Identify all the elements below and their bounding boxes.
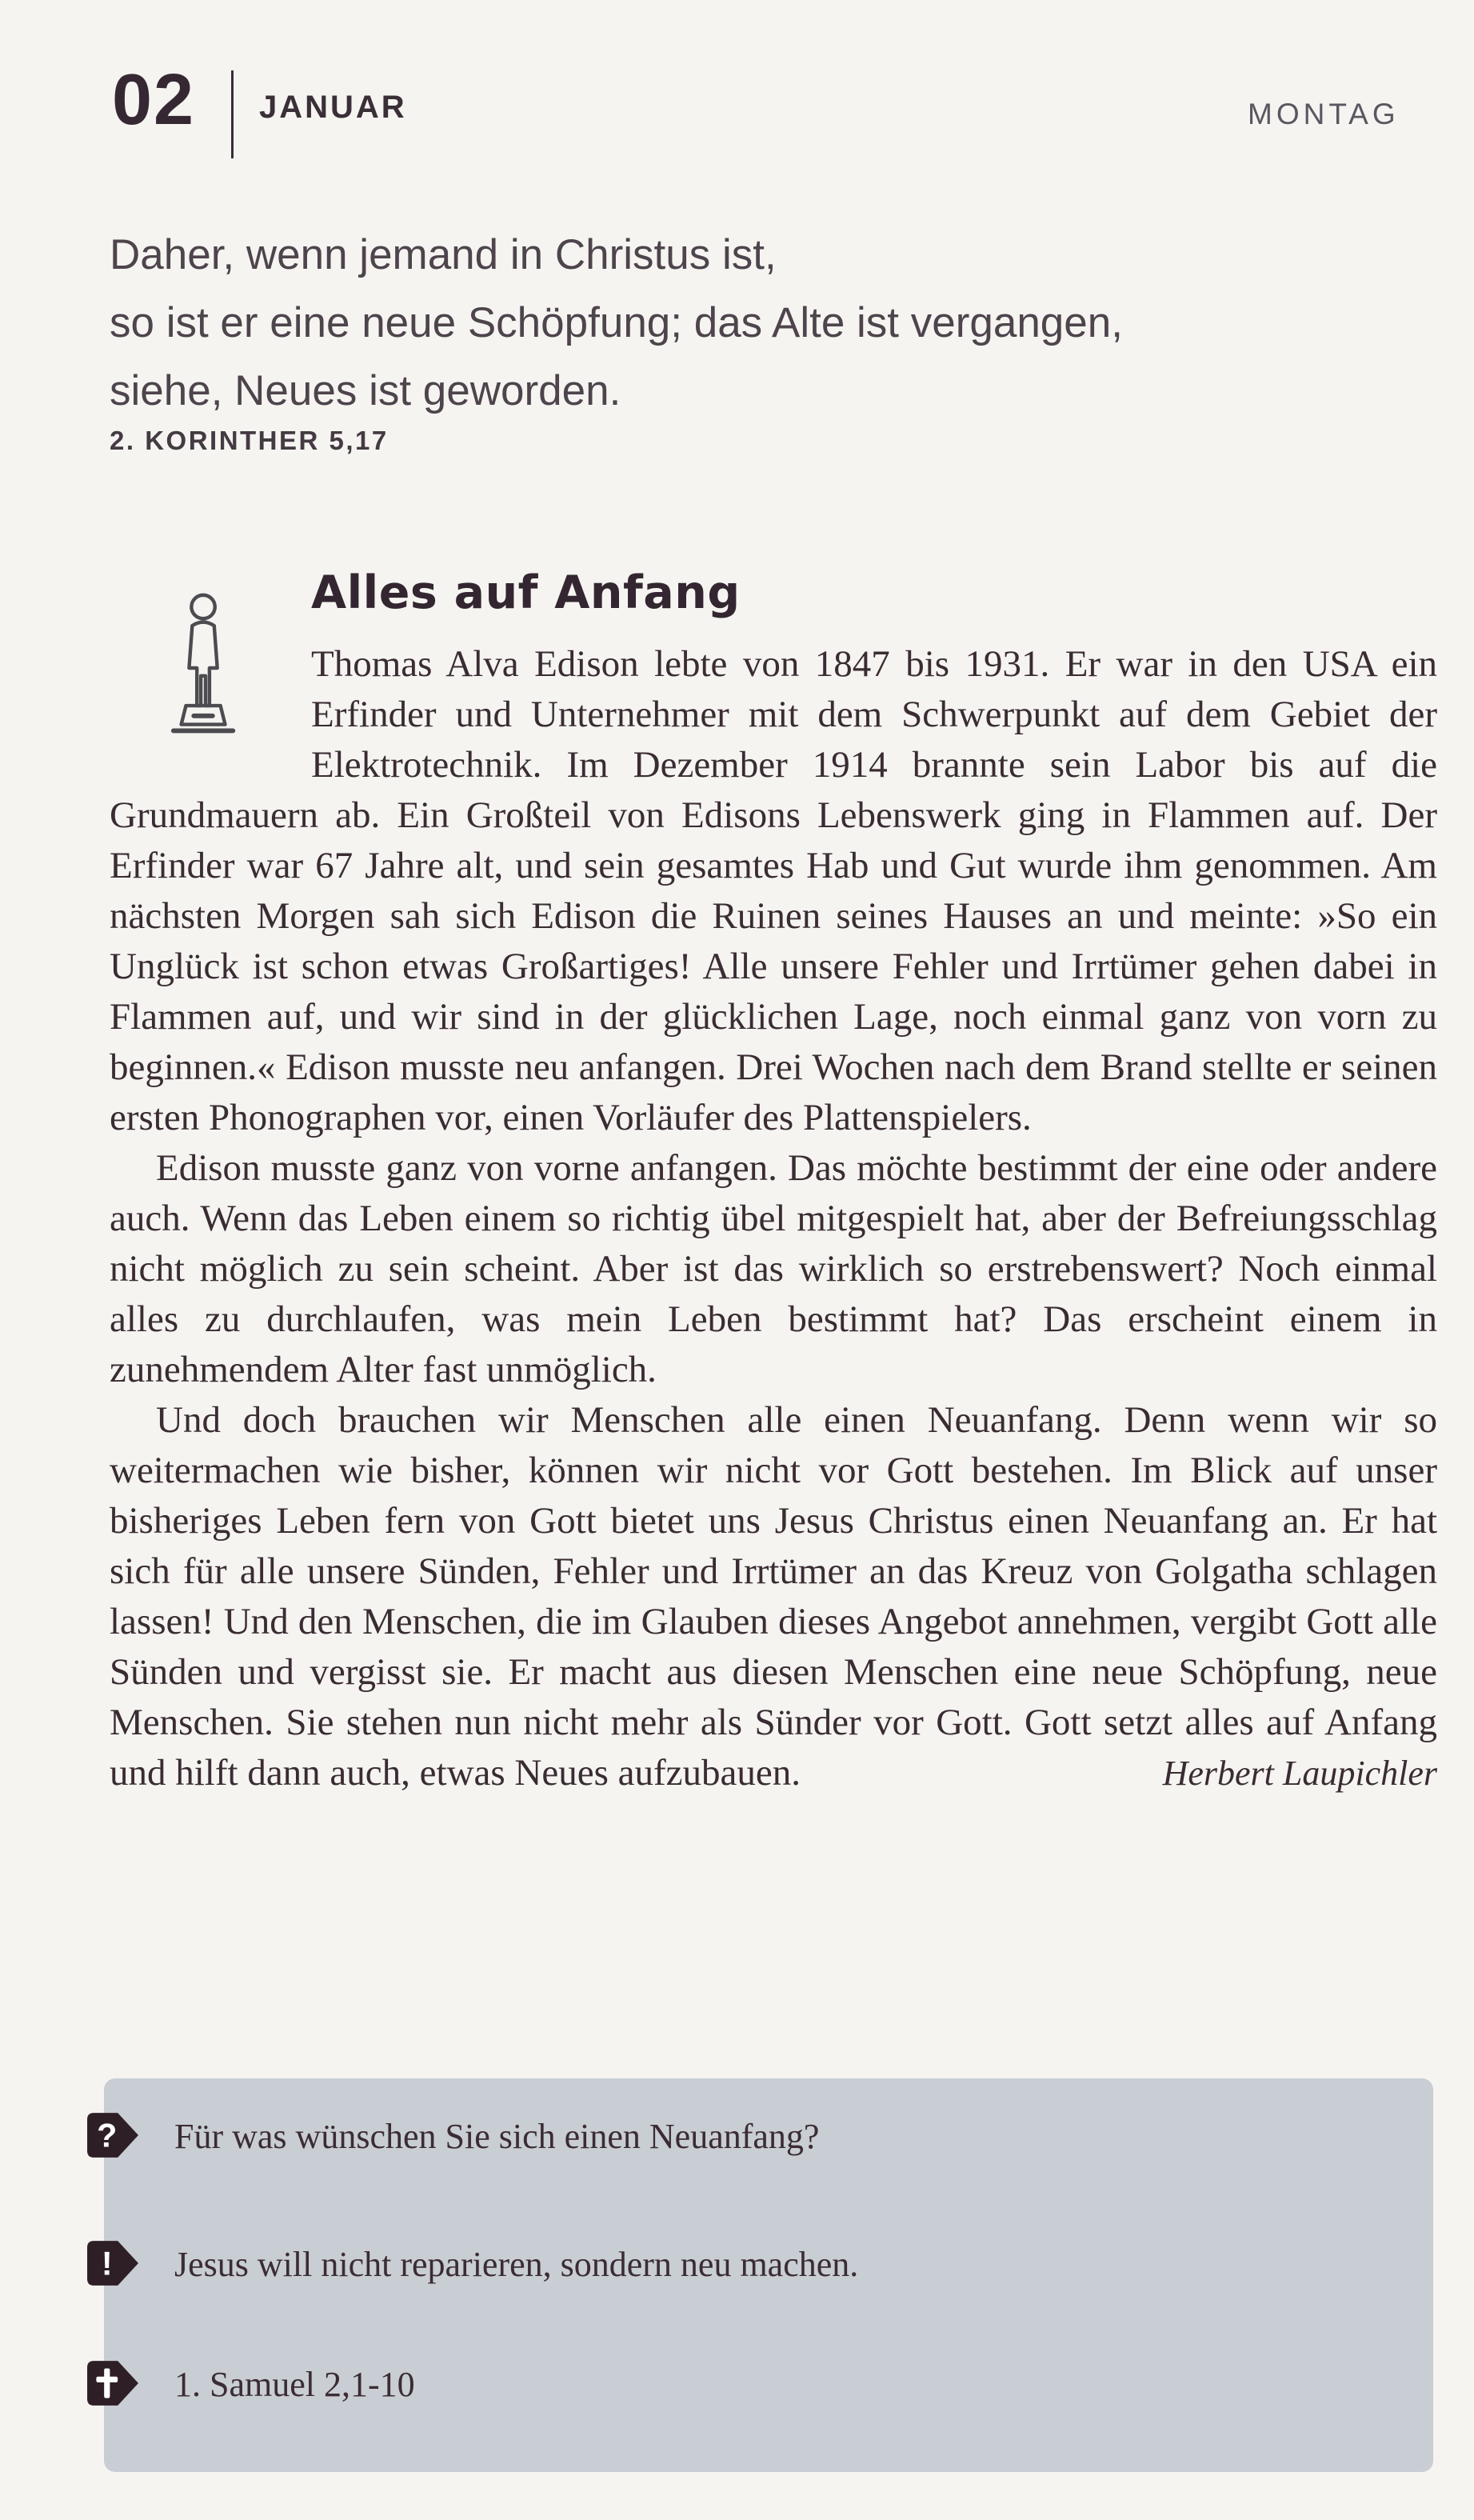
day-number: 02 <box>112 60 196 140</box>
article-title: Alles auf Anfang <box>311 566 741 619</box>
article-paragraph: Edison musste ganz von vorne anfangen. Das möchte bestimmt der eine oder andere auch. Wenn das Leben einem so richtig übel mitgespielt hat, aber der Befreiungsschlag nicht möglich zu sein scheint. Aber ist das wirklich so erstrebenswert? Noch einmal alles zu durchlaufen, was mein Leben bestimmt hat? Das erscheint einem in zunehmendem Alter fast unmöglich. <box>110 1147 1437 1390</box>
weekday-label: MONTAG <box>1248 98 1400 130</box>
exclamation-glyph: ! <box>101 2245 113 2282</box>
reading-text: 1. Samuel 2,1-10 <box>174 2365 415 2404</box>
verse-line: Daher, wenn jemand in Christus ist, <box>110 231 777 278</box>
verse-line: siehe, Neues ist geworden. <box>110 367 621 414</box>
statement-row <box>101 2240 859 2288</box>
verse-line: so ist er eine neue Schöpfung; das Alte ist vergangen, <box>110 299 1123 346</box>
verse-reference: 2. KORINTHER 5,17 <box>110 426 389 455</box>
article-paragraph <box>110 1395 1437 1798</box>
header-divider <box>231 70 234 158</box>
cross-tag-icon <box>86 2360 139 2406</box>
month-label: JANUAR <box>259 90 407 125</box>
devotional-article <box>110 564 1437 1798</box>
question-row <box>97 2112 820 2160</box>
person-on-podium-icon <box>162 590 249 746</box>
article-body <box>110 639 1437 1798</box>
question-tag-icon <box>86 2112 139 2158</box>
question-glyph: ? <box>97 2117 118 2154</box>
bible-verse <box>110 221 1405 425</box>
author-name: Herbert Laupichler <box>1093 1748 1437 1798</box>
article-paragraph: Thomas Alva Edison lebte von 1847 bis 1931. Er war in den USA ein Erfinder und Unternehmer mit dem Schwerpunkt auf dem Gebiet der Elektrotechnik. Im Dezember 1914 brannte sein Labor bis auf die Grundmauern ab. Ein Großteil von Edisons Lebenswerk ging in Flammen auf. Der Erfinder war 67 Jahre alt, und sein gesamtes Hab und Gut wurde ihm genommen. Am nächsten Morgen sah sich Edison die Ruinen seines Hauses an und meinte: »So ein Unglück ist schon etwas Großartiges! Alle unsere Fehler und Irrtümer gehen dabei in Flammen auf, und wir sind in der glücklichen Lage, noch einmal ganz von vorn zu beginnen.« Edison musste neu anfangen. Drei Wochen nach dem Brand stellte er seinen ersten Phonographen vor, einen Vorläufer des Plattenspielers. <box>110 643 1437 1138</box>
reading-row <box>104 2360 415 2408</box>
article-paragraph-text: Und doch brauchen wir Menschen alle einen Neuanfang. Denn wenn wir so weitermachen wie bisher, können wir nicht vor Gott bestehen. Im Blick auf unser bisheriges Leben fern von Gott bietet uns Jesus Christus einen Neuanfang an. Er hat sich für alle unsere Sünden, Fehler und Irrtümer an das Kreuz von Golgatha schlagen lassen! Und den Menschen, die im Glauben dieses Angebot annehmen, vergibt Gott alle Sünden und vergisst sie. Er macht aus diesen Menschen eine neue Schöpfung, neue Menschen. Sie stehen nun nicht mehr als Sünder vor Gott. Gott setzt alles auf Anfang und hilft dann auch, etwas Neues aufzubauen. <box>110 1399 1437 1794</box>
exclamation-tag-icon <box>86 2240 139 2286</box>
statement-text: Jesus will nicht reparieren, sondern neu machen. <box>174 2245 859 2284</box>
question-text: Für was wünschen Sie sich einen Neuanfang? <box>174 2117 820 2156</box>
footer-box <box>97 2078 1433 2472</box>
